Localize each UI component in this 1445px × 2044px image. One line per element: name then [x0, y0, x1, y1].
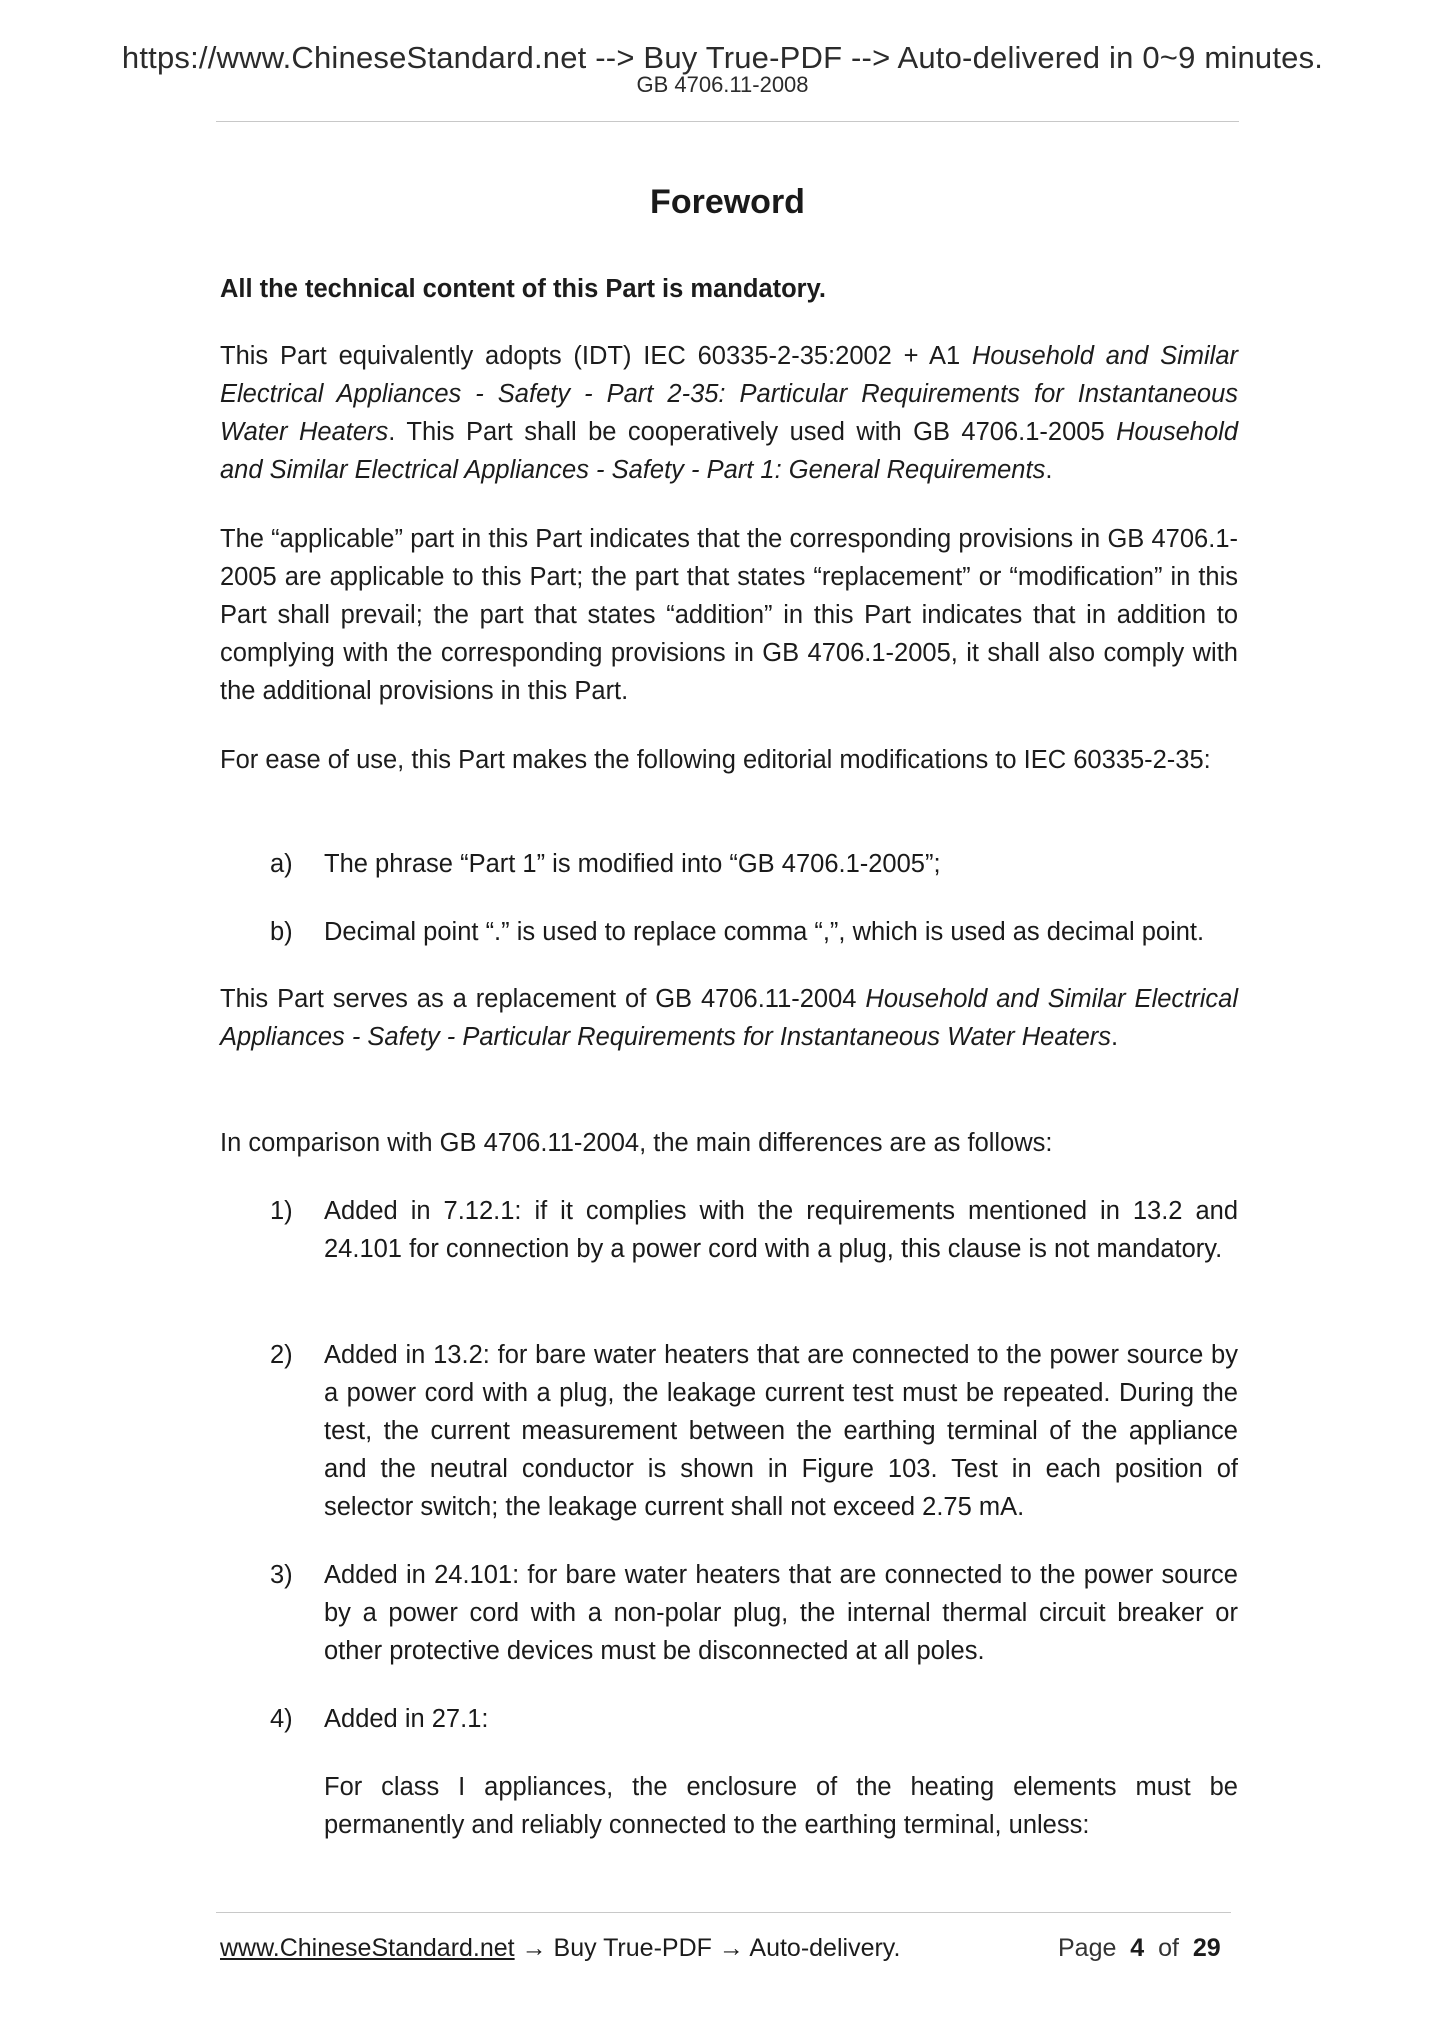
list-marker: 4): [270, 1705, 293, 1733]
list-item-text: Added in 13.2: for bare water heaters that are connected to the power source by a power cord with a plug, the leakage current test must be repeated. During the test, the current measurement between the earthing terminal of the appliance and the neutral conductor is shown in Figure 103. Test in each position of selector switch; the leakage current shall not exceed 2.75 mA.: [324, 1341, 1238, 1521]
list-item-text: The phrase “Part 1” is modified into “GB 4706.1-2005”;: [324, 850, 941, 878]
adoption-text-3: .: [1045, 456, 1053, 484]
difference-4-detail: For class I appliances, the enclosure of the heating elements must be permanently and reliably connected to the earthing terminal, unless:: [324, 1773, 1238, 1839]
list-marker: b): [270, 918, 293, 946]
page-label: Page: [1058, 1934, 1117, 1962]
of-label: of: [1158, 1934, 1179, 1962]
page-indicator: [1058, 1934, 1221, 1963]
source-banner: https://www.ChineseStandard.net --> Buy True-PDF --> Auto-delivered in 0~9 minutes.: [121, 40, 1324, 75]
list-marker: 2): [270, 1341, 293, 1369]
page-total: 29: [1192, 1934, 1221, 1962]
list-item-text: Decimal point “.” is used to replace comma “,”, which is used as decimal point.: [324, 918, 1205, 946]
footer-divider: [216, 1912, 1231, 1913]
footer-promo: [220, 1934, 900, 1963]
list-item-text: Added in 24.101: for bare water heaters that are connected to the power source by a power cord with a non-polar plug, the internal thermal circuit breaker or other protective devices must be disconnected at all poles.: [324, 1561, 1238, 1665]
replacement-paragraph: [220, 980, 1238, 1056]
adoption-title-2: Household and Similar Electrical Appliances - Safety - Part 1: General Requirements: [220, 418, 1239, 484]
list-marker: 1): [270, 1197, 293, 1225]
page-number: 4: [1130, 1934, 1145, 1962]
adoption-text-1: This Part equivalently adopts (IDT) IEC 60335-2-35:2002 + A1: [220, 342, 972, 370]
list-item-text: Added in 27.1:: [324, 1705, 489, 1733]
list-item-text: Added in 7.12.1: if it complies with the requirements mentioned in 13.2 and 24.101 for connection by a power cord with a plug, this clause is not mandatory.: [324, 1197, 1238, 1263]
list-marker: a): [270, 850, 293, 878]
document-code: GB 4706.11-2008: [636, 72, 809, 97]
list-marker: 3): [270, 1561, 293, 1589]
adoption-title-1: Household and Similar Electrical Appliances - Safety - Part 2-35: Particular Requirements for Instantaneous Water Heaters: [220, 342, 1238, 446]
adoption-text-2: . This Part shall be cooperatively used with GB 4706.1-2005: [388, 418, 1117, 446]
mandatory-statement: All the technical content of this Part is mandatory.: [220, 275, 826, 303]
page-title: Foreword: [650, 183, 805, 221]
footer-site-link[interactable]: www.ChineseStandard.net: [220, 1934, 515, 1962]
editorial-intro-paragraph: For ease of use, this Part makes the following editorial modifications to IEC 60335-2-35:: [220, 746, 1211, 774]
replacement-title: Household and Similar Electrical Appliances - Safety - Particular Requirements for Instantaneous Water Heaters: [220, 985, 1239, 1051]
applicability-paragraph: The “applicable” part in this Part indicates that the corresponding provisions in GB 4706.1-2005 are applicable to this Part; the part that states “replacement” or “modification” in this Part shall prevail; the part that states “addition” in this Part indicates that in addition to complying with the corresponding provisions in GB 4706.1-2005, it shall also comply with the additional provisions in this Part.: [220, 525, 1238, 705]
header-divider: [216, 121, 1239, 122]
adoption-paragraph: [220, 337, 1238, 489]
replacement-text-2: .: [1111, 1023, 1119, 1051]
differences-intro-paragraph: In comparison with GB 4706.11-2004, the main differences are as follows:: [220, 1129, 1053, 1157]
footer-promo-text: → Buy True-PDF → Auto-delivery.: [514, 1934, 901, 1962]
replacement-text-1: This Part serves as a replacement of GB 4706.11-2004: [220, 985, 866, 1013]
